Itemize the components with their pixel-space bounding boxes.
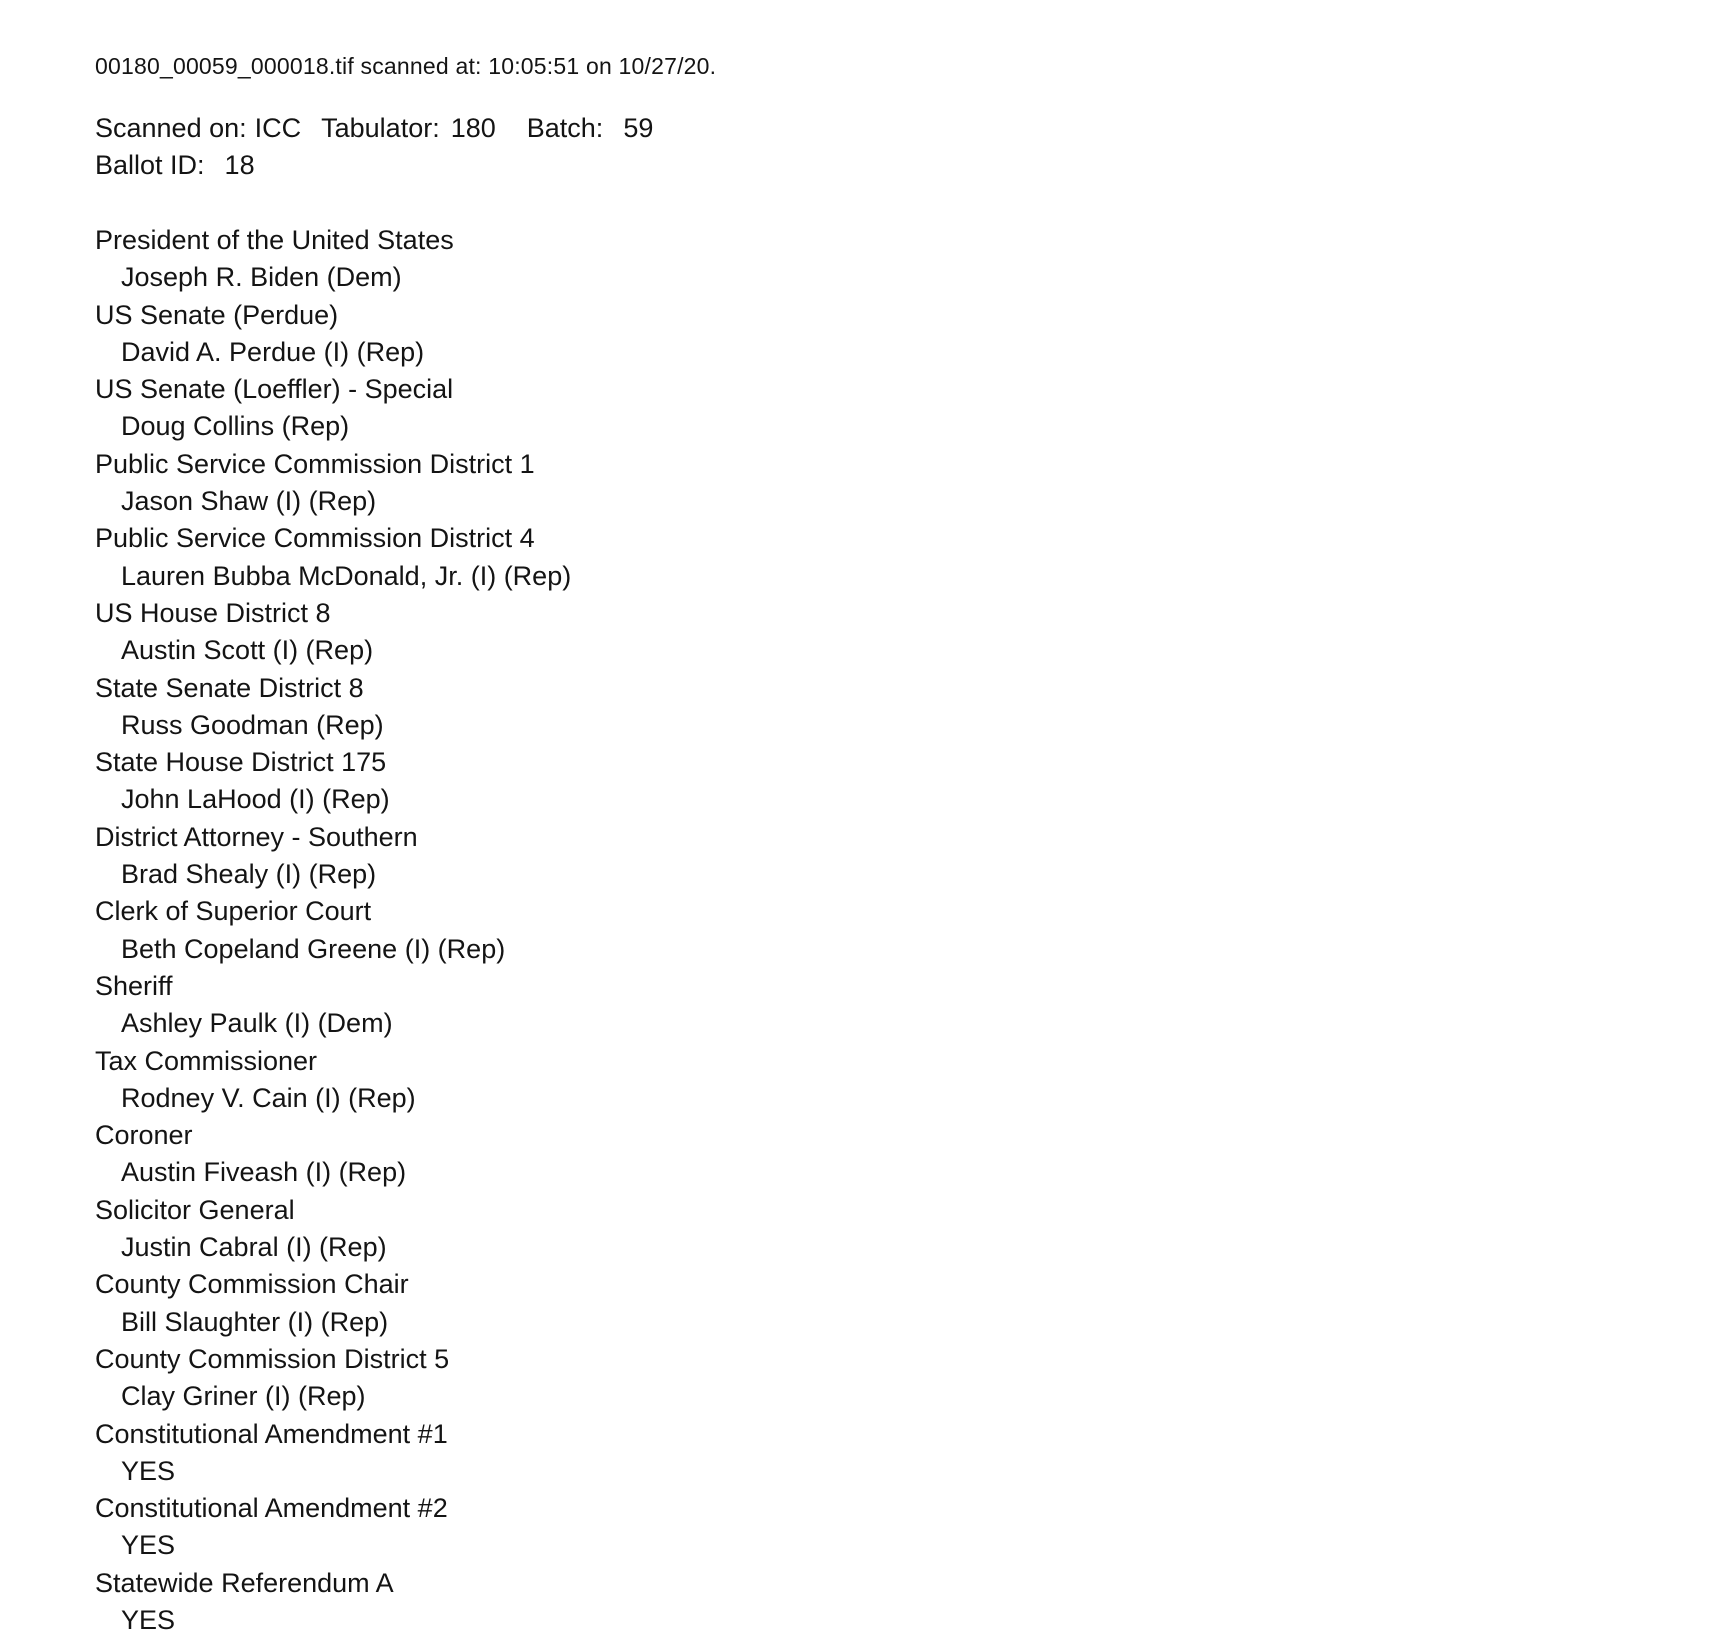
contest-choice: Austin Fiveash (I) (Rep): [121, 1157, 407, 1188]
contest-choice: YES: [121, 1455, 176, 1486]
contest-office: Constitutional Amendment #1: [95, 1418, 448, 1449]
contest-office: Public Service Commission District 4: [95, 523, 535, 554]
contest-block: [95, 1416, 1671, 1491]
contest-office: US House District 8: [95, 597, 331, 628]
contest-choice: Doug Collins (Rep): [121, 411, 350, 442]
contest-office: US Senate (Loeffler) - Special: [95, 374, 454, 405]
contest-office: US Senate (Perdue): [95, 299, 339, 330]
contest-choice: Jason Shaw (I) (Rep): [121, 486, 377, 517]
contest-office: Tax Commissioner: [95, 1045, 318, 1076]
contest-office: Statewide Referendum A: [95, 1567, 394, 1598]
contest-block: [95, 819, 1671, 894]
contest-office: Coroner: [95, 1120, 193, 1151]
contest-block: [95, 595, 1671, 670]
batch-label: Batch:: [526, 113, 604, 143]
contest-choice: Russ Goodman (Rep): [121, 709, 384, 740]
contest-choice: Justin Cabral (I) (Rep): [121, 1232, 387, 1263]
contest-block: [95, 222, 1671, 297]
contest-office: County Commission Chair: [95, 1269, 409, 1300]
ballot-id-line: [95, 147, 1671, 184]
tabulator-label: Tabulator:: [321, 113, 440, 143]
contest-choice: YES: [121, 1604, 176, 1635]
contest-block: [95, 1117, 1671, 1192]
scan-meta-line: [95, 110, 1671, 147]
ballot-id-value: 18: [224, 150, 255, 180]
contest-block: [95, 297, 1671, 372]
contest-block: [95, 1490, 1671, 1565]
contest-choice: Beth Copeland Greene (I) (Rep): [121, 933, 506, 964]
contest-office: County Commission District 5: [95, 1343, 450, 1374]
scan-file-line: 00180_00059_000018.tif scanned at: 10:05:51 on 10/27/20.: [95, 53, 717, 79]
contest-block: [95, 744, 1671, 819]
tabulator-pair: [321, 110, 496, 147]
contest-block: [95, 1192, 1671, 1267]
contest-office: Public Service Commission District 1: [95, 448, 535, 479]
contest-choice: Rodney V. Cain (I) (Rep): [121, 1082, 416, 1113]
contest-office: District Attorney - Southern: [95, 821, 418, 852]
contest-choice: Austin Scott (I) (Rep): [121, 635, 374, 666]
contest-office: State Senate District 8: [95, 672, 364, 703]
contest-choice: Ashley Paulk (I) (Dem): [121, 1008, 393, 1039]
contest-choice: David A. Perdue (I) (Rep): [121, 336, 425, 367]
contest-block: [95, 1043, 1671, 1118]
contest-choice: Lauren Bubba McDonald, Jr. (I) (Rep): [121, 560, 572, 591]
contest-block: [95, 446, 1671, 521]
contest-block: [95, 670, 1671, 745]
contest-choice: Joseph R. Biden (Dem): [121, 262, 402, 293]
batch-value: 59: [623, 113, 654, 143]
contest-office: Clerk of Superior Court: [95, 896, 372, 927]
contest-block: [95, 1341, 1671, 1416]
contest-choice: YES: [121, 1530, 176, 1561]
scanned-on-label: Scanned on:: [95, 113, 247, 143]
batch-pair: [527, 110, 654, 147]
contest-list: [95, 222, 1671, 1639]
scanned-on-pair: [95, 110, 301, 147]
contest-choice: Clay Griner (I) (Rep): [121, 1381, 366, 1412]
contest-choice: Bill Slaughter (I) (Rep): [121, 1306, 389, 1337]
contest-office: Solicitor General: [95, 1194, 295, 1225]
contest-office: President of the United States: [95, 225, 454, 255]
contest-block: [95, 371, 1671, 446]
contest-block: [95, 1266, 1671, 1341]
contest-office: Sheriff: [95, 970, 173, 1001]
contest-block: [95, 893, 1671, 968]
contest-choice: Brad Shealy (I) (Rep): [121, 859, 377, 890]
contest-block: [95, 968, 1671, 1043]
contest-office: State House District 175: [95, 747, 387, 778]
contest-block: [95, 520, 1671, 595]
contest-block: [95, 1565, 1671, 1640]
ballot-id-label: Ballot ID:: [95, 150, 205, 180]
contest-office: Constitutional Amendment #2: [95, 1493, 448, 1524]
tabulator-value: 180: [450, 113, 496, 143]
scanned-on-value: ICC: [254, 113, 302, 143]
contest-choice: John LaHood (I) (Rep): [121, 784, 390, 815]
